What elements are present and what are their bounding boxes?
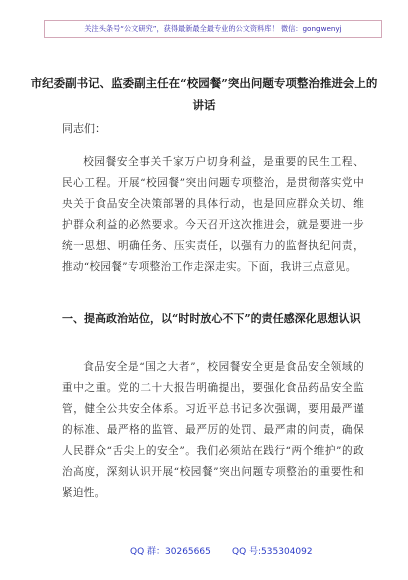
document-title: 市纪委副书记、监委副主任在“校园餐”突出问题专项整治推进会上的讲话 — [30, 76, 378, 112]
top-banner: 关注头条号“公文研究”，获得最新最全最专业的公文资料库！ 微信：gongwenyj — [44, 20, 382, 38]
footer-qq-group: QQ 群：30265665 — [130, 547, 211, 557]
footer-qq-number: QQ 号:535304092 — [232, 547, 313, 557]
paragraph-intro: 校园餐安全事关千家万户切身利益，是重要的民生工程、民心工程。开展“校园餐”突出问题专项整治，是贯彻落实党中央关于食品安全决策部署的具体行动，也是回应群众关切、维护群众利益的必然要求。今天召开这次推进会，就是要进一步统一思想、明确任务、压实责任，以强有力的监督执纪问责，推动“校园餐”专项整治工作走深走实。下面，我讲三点意见。 — [62, 156, 364, 273]
footer — [0, 544, 408, 562]
paragraph-section-1: 食品安全是“国之大者”，校园餐安全更是食品安全领域的重中之重。党的二十大报告明确提出，要强化食品药品安全监管，健全公共安全体系。习近平总书记多次强调，要用最严谨的标准、最严格的监管、最严厉的处罚、最严肃的问责，确保人民群众“舌尖上的安全”。我们必须站在践行“两个维护”的政治高度，深刻认识开展“校园餐”突出问题专项整治的重要性和紧迫性。 — [62, 361, 364, 499]
salutation: 同志们： — [62, 122, 106, 135]
section-heading-1: 一、提高政治站位，以“时时放心不下”的责任感深化思想认识 — [62, 312, 361, 325]
